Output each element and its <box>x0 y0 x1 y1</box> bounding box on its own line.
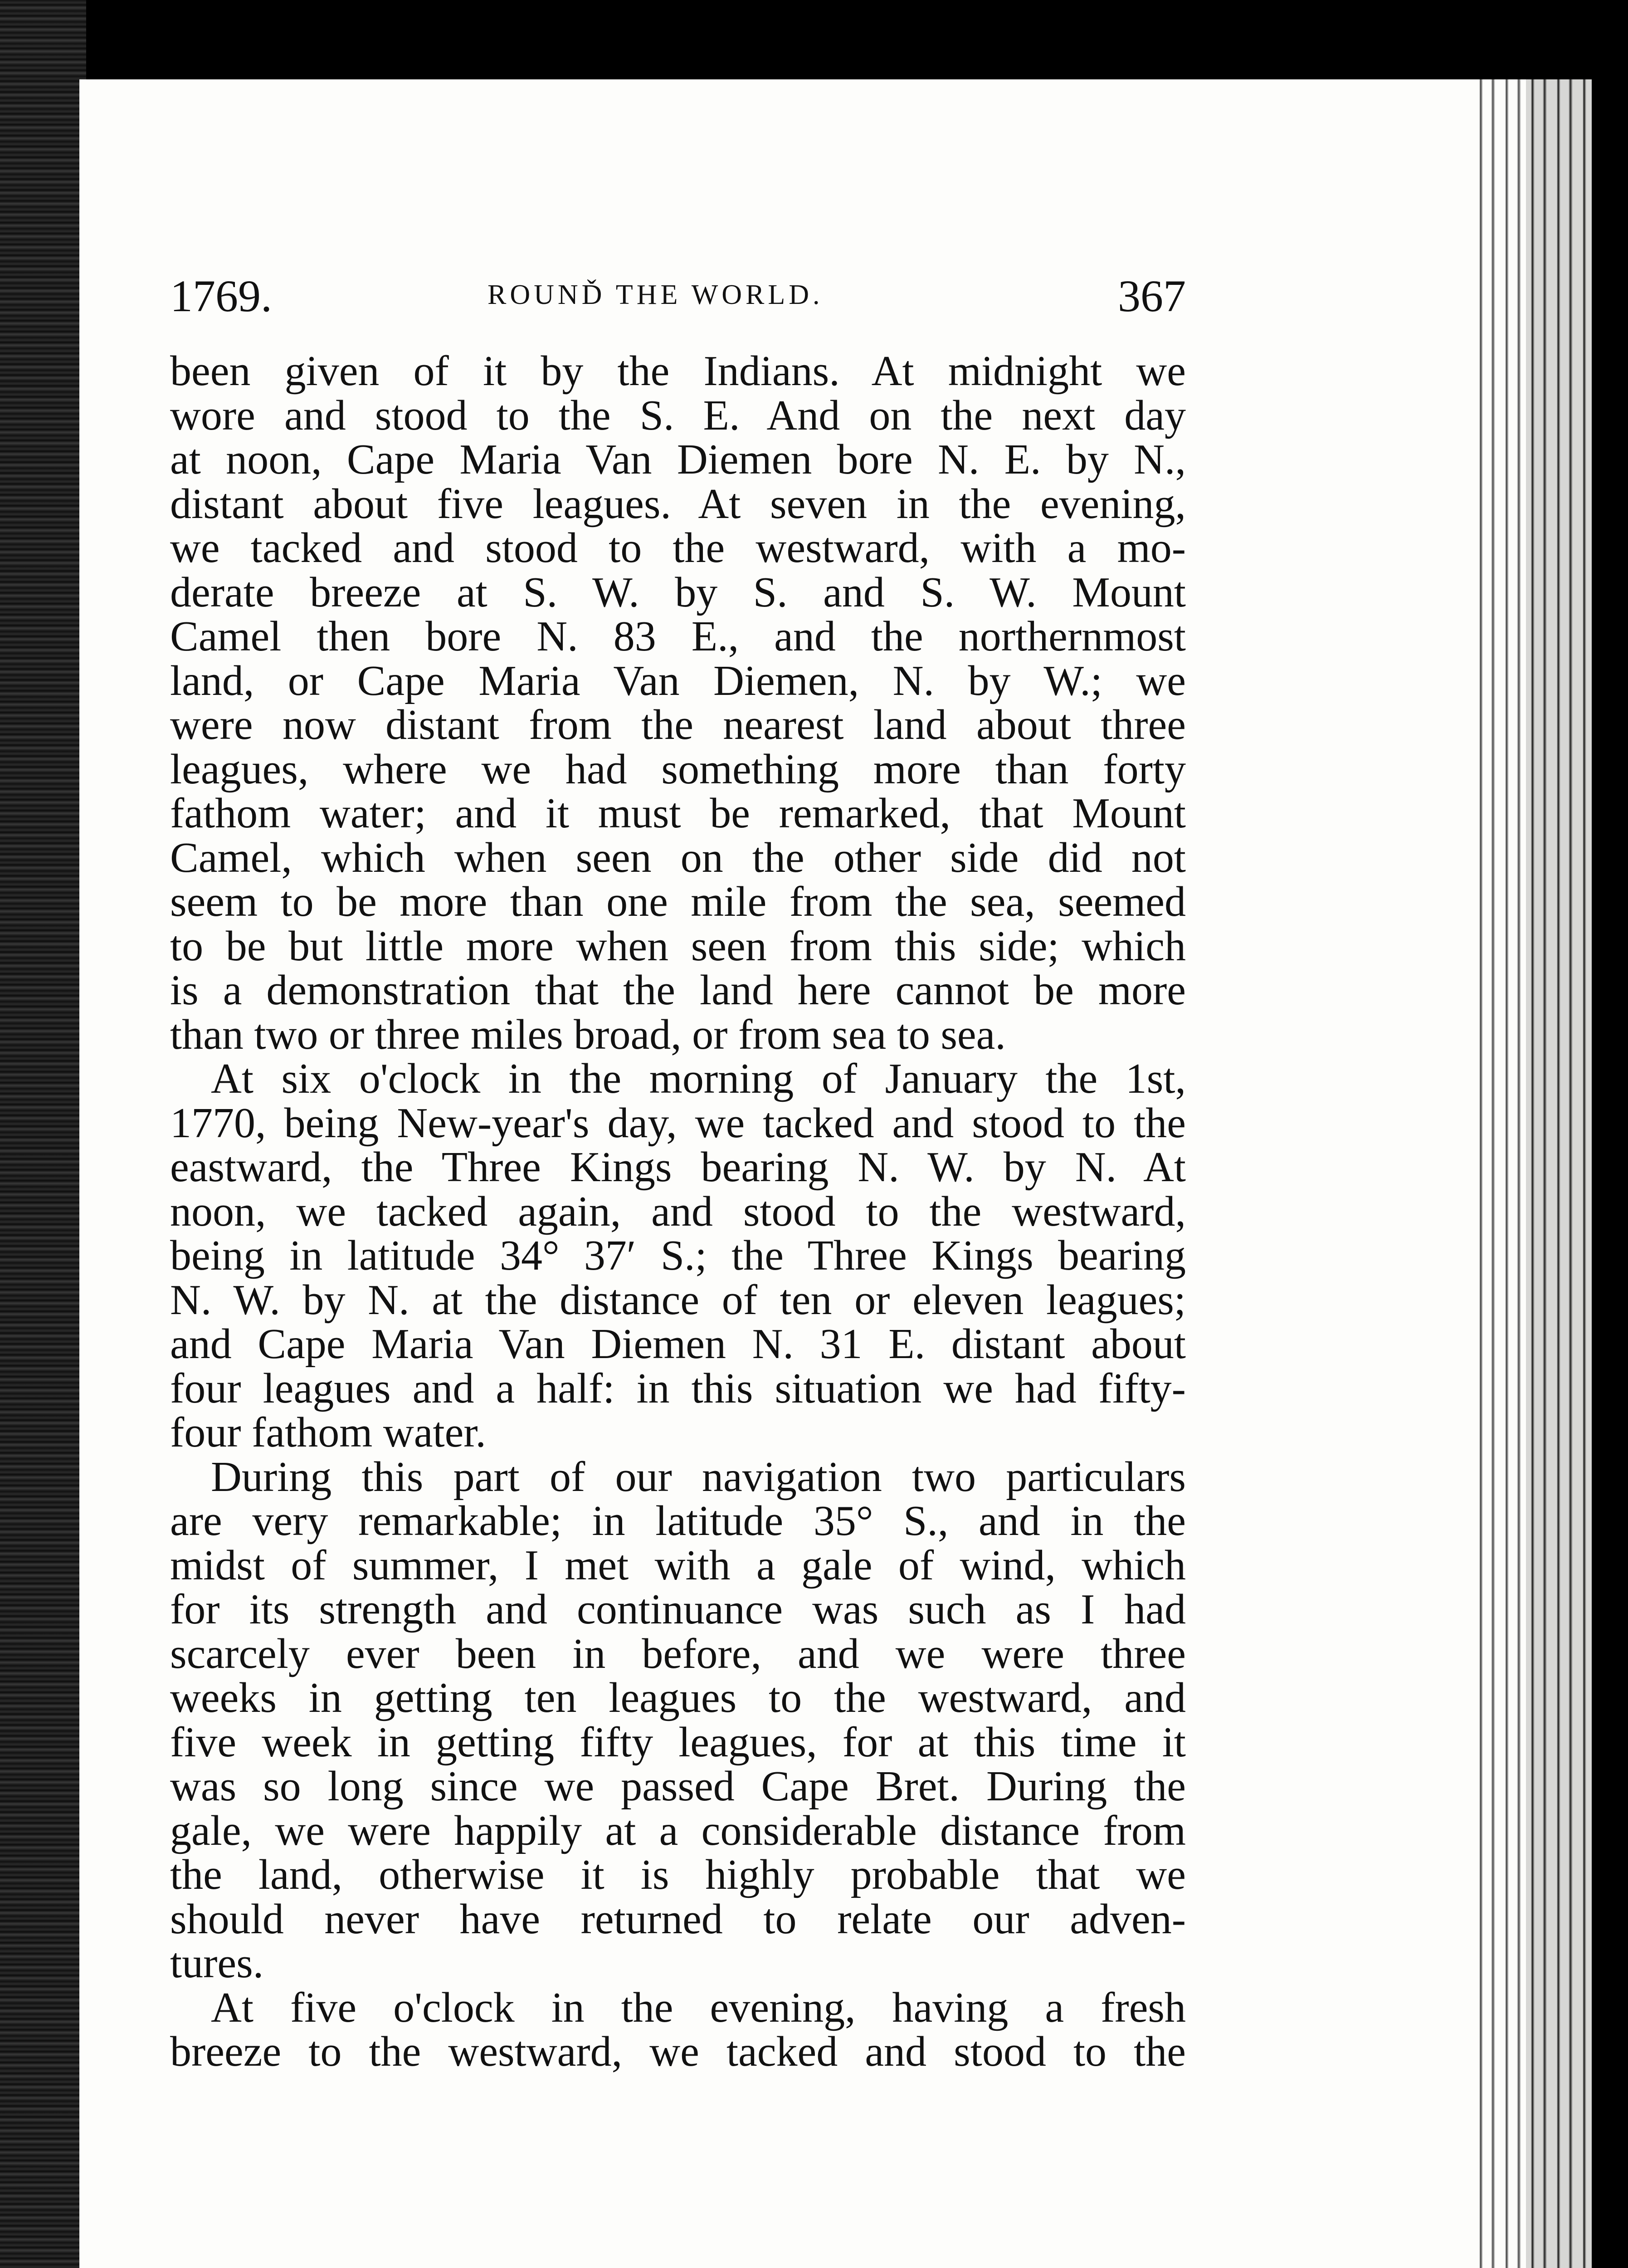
book-spine-edge <box>0 0 86 2268</box>
text-line: four leagues and a half: in this situation we had fifty- <box>170 1364 1186 1412</box>
text-line: tures. <box>170 1940 264 1987</box>
text-line: should never have returned to relate our adven- <box>170 1895 1186 1943</box>
running-head <box>170 270 1186 324</box>
text-line: five week in getting fifty leagues, for at this time it <box>170 1718 1186 1766</box>
paragraph-start-line: During this part of our navigation two particulars <box>211 1453 1186 1501</box>
paragraph-start-line: At five o'clock in the evening, having a fresh <box>211 1984 1186 2031</box>
text-line: wore and stood to the S. E. And on the next day <box>170 391 1186 439</box>
page-number: 367 <box>1118 271 1186 321</box>
text-line: noon, we tacked again, and stood to the westward, <box>170 1188 1186 1235</box>
text-line: four fathom water. <box>170 1409 486 1456</box>
text-line: are very remarkable; in latitude 35° S., and in the <box>170 1497 1186 1545</box>
text-line: eastward, the Three Kings bearing N. W. by N. At <box>170 1144 1186 1191</box>
paragraph-start-line: At six o'clock in the morning of January the 1st, <box>211 1055 1186 1102</box>
text-line: Camel then bore N. 83 E., and the northernmost <box>170 613 1186 660</box>
body-text <box>170 349 1186 2074</box>
text-line: breeze to the westward, we tacked and stood to the <box>170 2028 1186 2075</box>
text-line: and Cape Maria Van Diemen N. 31 E. distant about <box>170 1320 1186 1368</box>
page-stack-edge <box>1469 79 1592 2268</box>
text-line: distant about five leagues. At seven in the evening, <box>170 480 1186 528</box>
text-line: Camel, which when seen on the other side did not <box>170 834 1186 881</box>
text-line: been given of it by the Indians. At midnight we <box>170 347 1186 395</box>
text-line: was so long since we passed Cape Bret. During the <box>170 1763 1186 1810</box>
text-line: midst of summer, I met with a gale of wind, which <box>170 1541 1186 1589</box>
text-line: land, or Cape Maria Van Diemen, N. by W.; we <box>170 657 1186 704</box>
text-line: to be but little more when seen from this side; which <box>170 922 1186 970</box>
text-line: scarcely ever been in before, and we were three <box>170 1630 1186 1677</box>
text-line: seem to be more than one mile from the sea, seemed <box>170 878 1186 925</box>
text-line: than two or three miles broad, or from sea to sea. <box>170 1011 1006 1058</box>
text-line: fathom water; and it must be remarked, that Mount <box>170 790 1186 837</box>
text-line: were now distant from the nearest land about three <box>170 701 1186 748</box>
text-line: for its strength and continuance was such as I had <box>170 1586 1186 1633</box>
text-line: gale, we were happily at a considerable distance from <box>170 1807 1186 1854</box>
text-line: leagues, where we had something more than forty <box>170 745 1186 793</box>
text-line: N. W. by N. at the distance of ten or eleven leagues; <box>170 1276 1186 1324</box>
text-line: at noon, Cape Maria Van Diemen bore N. E. by N., <box>170 436 1186 483</box>
text-line: 1770, being New-year's day, we tacked and stood to the <box>170 1099 1186 1147</box>
running-head-year: 1769. <box>170 271 272 321</box>
running-head-title: ROUNĎ THE WORLD. <box>487 279 824 310</box>
text-line: weeks in getting ten leagues to the westward, and <box>170 1674 1186 1721</box>
text-line: we tacked and stood to the westward, with a mo- <box>170 524 1186 572</box>
text-line: being in latitude 34° 37′ S.; the Three Kings bearing <box>170 1232 1186 1279</box>
text-line: the land, otherwise it is highly probable that we <box>170 1851 1186 1898</box>
text-line: is a demonstration that the land here cannot be more <box>170 967 1186 1014</box>
text-line: derate breeze at S. W. by S. and S. W. Mount <box>170 568 1186 616</box>
